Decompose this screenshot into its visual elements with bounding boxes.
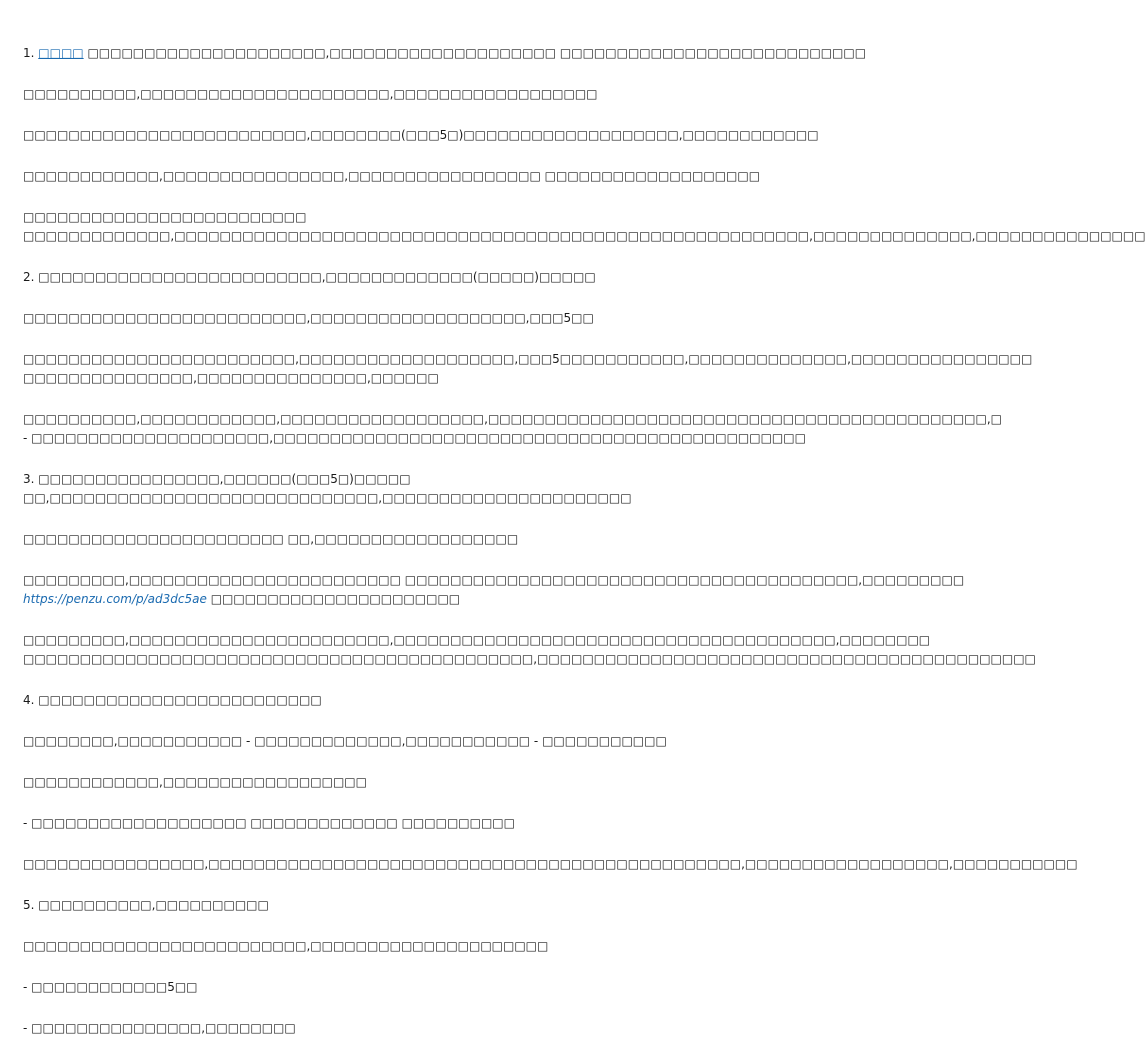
paragraph-4: □□□□□□□□□□□□,□□□□□□□□□□□□□□□□,□□□□□□□□□□□□□□□□□ □□□□□□□□□□□□□□□□□□□ bbox=[23, 169, 761, 183]
paragraph-1 bbox=[23, 44, 867, 63]
paragraph-10 bbox=[23, 470, 720, 508]
penzu-url-link[interactable]: https://penzu.com/p/ad3dc5ae bbox=[23, 592, 207, 606]
paragraph-line: □□□□□□□□□□□□□,□□□□□□□□□□□□□□□□□□□□□□□□□□□□□□□□□□□□□□□□□□□□□□□□□□□□□□□□,□□□□□□□□□□□□□□,□□□□□□□□□□□□□□□ bbox=[23, 229, 1146, 243]
paragraph-7: □□□□□□□□□□□□□□□□□□□□□□□□□,□□□□□□□□□□□□□□□□□□□,□□□5□□ bbox=[23, 311, 594, 325]
paragraph-line bbox=[23, 590, 720, 609]
paragraph-20: □□□□□□□□□□□□□□□□□□□□□□□□□,□□□□□□□□□□□□□□□□□□□□□ bbox=[23, 939, 549, 953]
paragraph-21: - □□□□□□□□□□□□5□□ bbox=[23, 980, 198, 994]
paragraph-line: □□□□□□□□□□□□□□□,□□□□□□□□□□□□□□□,□□□□□□ bbox=[23, 371, 439, 385]
paragraph-13 bbox=[23, 631, 1036, 669]
paragraph-line: 3. □□□□□□□□□□□□□□□□,□□□□□□(□□□5□)□□□□□ bbox=[23, 472, 411, 486]
paragraph-22: - □□□□□□□□□□□□□□□,□□□□□□□□ bbox=[23, 1021, 296, 1035]
paragraph-line: □□□□□□□□□,□□□□□□□□□□□□□□□□□□□□□□□□ □□□□□□□□□□□□□□□□□□□□□□□□□□□□□□□□□□□□□□□□,□□□□□□□□□ bbox=[23, 573, 965, 587]
paragraph-6: 2. □□□□□□□□□□□□□□□□□□□□□□□□□,□□□□□□□□□□□□□(□□□□□)□□□□□ bbox=[23, 270, 596, 284]
paragraph-11: □□□□□□□□□□□□□□□□□□□□□□□ □□,□□□□□□□□□□□□□□□□□□ bbox=[23, 532, 519, 546]
paragraph-text: □□□□□□□□□□□□□□□□□□□□□□ bbox=[206, 592, 461, 606]
paragraph-12 bbox=[23, 571, 965, 609]
paragraph-3: □□□□□□□□□□□□□□□□□□□□□□□□□,□□□□□□□□(□□□5□)□□□□□□□□□□□□□□□□□□□,□□□□□□□□□□□□ bbox=[23, 128, 819, 142]
paragraph-line: □□□□□□□□□□,□□□□□□□□□□□□,□□□□□□□□□□□□□□□□□□,□□□□□□□□□□□□□□□□□□□□□□□□□□□□□□□□□□□□□□□□□□□□,□ bbox=[23, 412, 1002, 426]
list-number: 1. bbox=[23, 46, 39, 60]
paragraph-line: □□□□□□□□□□□□□□□□□□□□□□□□□ bbox=[23, 210, 307, 224]
paragraph-14: 4. □□□□□□□□□□□□□□□□□□□□□□□□□ bbox=[23, 693, 322, 707]
paragraph-17: - □□□□□□□□□□□□□□□□□□□ □□□□□□□□□□□□□ □□□□□□□□□□ bbox=[23, 816, 515, 830]
paragraph-19: 5. □□□□□□□□□□,□□□□□□□□□□ bbox=[23, 898, 269, 912]
paragraph-8 bbox=[23, 350, 1033, 388]
paragraph-text: □□□□□□□□□□□□□□□□□□□□□,□□□□□□□□□□□□□□□□□□□□ □□□□□□□□□□□□□□□□□□□□□□□□□□□ bbox=[83, 46, 867, 60]
document-body bbox=[23, 44, 1146, 1060]
paragraph-16: □□□□□□□□□□□□,□□□□□□□□□□□□□□□□□□ bbox=[23, 775, 367, 789]
paragraph-5 bbox=[23, 208, 1146, 246]
text-link[interactable]: □□□□ bbox=[38, 46, 84, 60]
paragraph-2: □□□□□□□□□□,□□□□□□□□□□□□□□□□□□□□□□,□□□□□□□□□□□□□□□□□□ bbox=[23, 87, 598, 101]
paragraph-line: □□□□□□□□□□□□□□□□□□□□□□□□□□□□□□□□□□□□□□□□□□□□□,□□□□□□□□□□□□□□□□□□□□□□□□□□□□□□□□□□□□□□□□□□□□ bbox=[23, 652, 1036, 666]
paragraph-line: - □□□□□□□□□□□□□□□□□□□□□,□□□□□□□□□□□□□□□□□□□□□□□□□□□□□□□□□□□□□□□□□□□□□□□ bbox=[23, 431, 806, 445]
paragraph-9 bbox=[23, 410, 1002, 448]
paragraph-line: □□,□□□□□□□□□□□□□□□□□□□□□□□□□□□□□,□□□□□□□□□□□□□□□□□□□□□□ bbox=[23, 491, 632, 505]
paragraph-18: □□□□□□□□□□□□□□□□,□□□□□□□□□□□□□□□□□□□□□□□□□□□□□□□□□□□□□□□□□□□□□□□,□□□□□□□□□□□□□□□□□□,□□□□□□□□□□□ bbox=[23, 857, 1078, 871]
paragraph-line: □□□□□□□□□□□□□□□□□□□□□□□□,□□□□□□□□□□□□□□□□□□□,□□□5□□□□□□□□□□□,□□□□□□□□□□□□□□,□□□□□□□□□□□□□□□□ bbox=[23, 352, 1033, 366]
paragraph-15: □□□□□□□□,□□□□□□□□□□□ - □□□□□□□□□□□□□,□□□□□□□□□□□ - □□□□□□□□□□□ bbox=[23, 734, 667, 748]
paragraph-line: □□□□□□□□□,□□□□□□□□□□□□□□□□□□□□□□□,□□□□□□□□□□□□□□□□□□□□□□□□□□□□□□□□□□□□□□□,□□□□□□□□ bbox=[23, 633, 931, 647]
